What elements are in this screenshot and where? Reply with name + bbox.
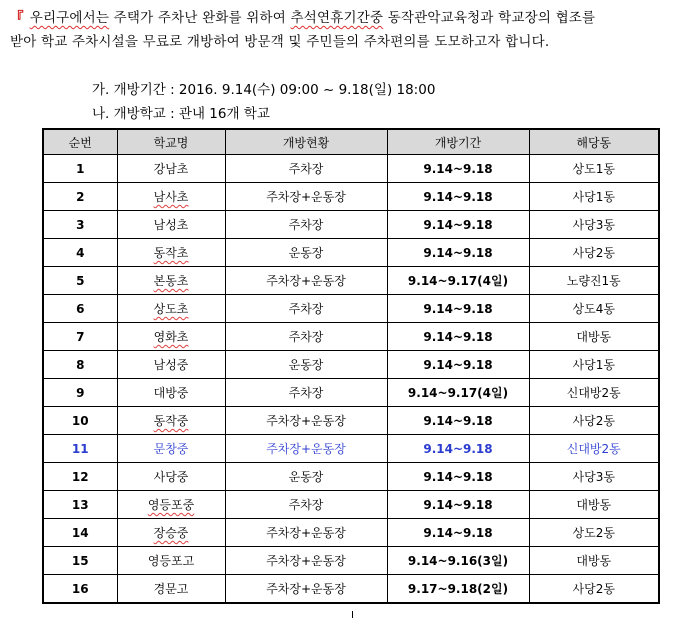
cell-school: [117, 463, 225, 491]
intro-paragraph: [10, 6, 686, 54]
cell-num: [43, 407, 117, 435]
cell-period-text: 9.14~9.18: [423, 469, 493, 484]
cell-num: [43, 547, 117, 575]
cell-dong: [529, 407, 659, 435]
cell-school: [117, 323, 225, 351]
table-row: [43, 211, 659, 239]
cell-dong: [529, 239, 659, 267]
cell-num: [43, 183, 117, 211]
cell-school-text: 경문고: [153, 582, 189, 596]
cell-school-text: 영등포중: [147, 498, 195, 512]
cell-period: [387, 519, 529, 547]
cell-period-text: 9.14~9.17(4일): [407, 274, 509, 288]
cell-dong: [529, 211, 659, 239]
cell-num: [43, 463, 117, 491]
table-header-row: [43, 129, 659, 155]
cell-school: [117, 379, 225, 407]
cell-school: [117, 239, 225, 267]
cell-status: [225, 239, 387, 267]
cell-status: [225, 267, 387, 295]
cell-period: [387, 547, 529, 575]
header-school: 학교명: [117, 129, 225, 155]
cell-num-text: 3: [76, 217, 85, 232]
cell-period-text: 9.14~9.18: [423, 245, 493, 260]
cell-status-text: 주차장+운동장: [266, 190, 346, 204]
cell-period-text: 9.14~9.18: [423, 217, 493, 232]
cell-num-text: 12: [71, 469, 89, 484]
cell-period-text: 9.14~9.18: [423, 497, 493, 512]
cell-status: [225, 323, 387, 351]
cell-dong-text: 사당3동: [572, 218, 615, 232]
cell-dong: [529, 547, 659, 575]
cell-status: [225, 155, 387, 183]
cell-num: [43, 211, 117, 239]
table-row: [43, 379, 659, 407]
cell-period: [387, 575, 529, 604]
cell-period: [387, 379, 529, 407]
cell-period: [387, 211, 529, 239]
cell-dong: [529, 575, 659, 604]
cell-num: [43, 379, 117, 407]
cell-dong-text: 노량진1동: [566, 274, 621, 288]
cell-status-text: 주차장: [288, 386, 324, 400]
cell-period-text: 9.14~9.16(3일): [407, 554, 509, 568]
cell-status-text: 주차장+운동장: [266, 582, 346, 596]
cell-status: [225, 463, 387, 491]
cell-num: [43, 267, 117, 295]
cell-num: [43, 491, 117, 519]
table-row: [43, 183, 659, 211]
cell-dong: [529, 519, 659, 547]
cell-period: [387, 323, 529, 351]
cell-dong: [529, 379, 659, 407]
cell-dong: [529, 491, 659, 519]
table-row: [43, 155, 659, 183]
cell-school-text: 본동초: [153, 274, 189, 288]
table-row: [43, 491, 659, 519]
table-row: [43, 547, 659, 575]
cell-school-text: 강남초: [153, 162, 189, 176]
cell-school-text: 영화초: [153, 330, 189, 344]
cell-dong: [529, 435, 659, 463]
cell-status: [225, 547, 387, 575]
cell-status-text: 주차장: [288, 162, 324, 176]
header-period: 개방기간: [387, 129, 529, 155]
cell-period-text: 9.14~9.18: [423, 301, 493, 316]
cell-period: [387, 435, 529, 463]
cell-school: [117, 547, 225, 575]
cell-dong-text: 사당1동: [572, 190, 615, 204]
header-dong: 해당동: [529, 129, 659, 155]
cell-period: [387, 267, 529, 295]
table-row: [43, 351, 659, 379]
cell-num: [43, 295, 117, 323]
intro-line2: 받아 학교 주차시설을 무료로 개방하여 방문객 및 주민들의 주차편의를 도모하고자 합니다.: [10, 34, 550, 50]
cell-school-text: 남성중: [153, 358, 189, 372]
cell-status-text: 운동장: [288, 358, 324, 372]
cell-num-text: 13: [71, 497, 89, 512]
table-row: [43, 323, 659, 351]
cell-status: [225, 211, 387, 239]
cell-num-text: 4: [76, 245, 85, 260]
cell-num: [43, 519, 117, 547]
cell-num: [43, 239, 117, 267]
cell-period-text: 9.14~9.18: [423, 525, 493, 540]
cell-status-text: 주차장+운동장: [266, 526, 346, 540]
cell-status: [225, 435, 387, 463]
cell-school-text: 남성초: [153, 218, 189, 232]
cell-dong-text: 사당1동: [572, 358, 615, 372]
cell-school-text: 사당중: [153, 470, 189, 484]
cell-school-text: 동작중: [153, 414, 189, 428]
open-schools-line: 나. 개방학교 : 관내 16개 학교: [92, 106, 270, 122]
cell-num: [43, 351, 117, 379]
cell-num-text: 9: [76, 385, 85, 400]
cell-period-text: 9.14~9.18: [423, 189, 493, 204]
cell-dong-text: 상도2동: [572, 526, 615, 540]
cell-school: [117, 519, 225, 547]
cell-status: [225, 379, 387, 407]
table-row: [43, 575, 659, 604]
cell-status: [225, 183, 387, 211]
cell-status-text: 운동장: [288, 246, 324, 260]
schools-table: [42, 128, 660, 604]
cell-status: [225, 295, 387, 323]
header-num: 순번: [43, 129, 117, 155]
cell-period: [387, 407, 529, 435]
cell-school: [117, 575, 225, 604]
cell-school: [117, 295, 225, 323]
cell-status-text: 주차장: [288, 302, 324, 316]
cell-period-text: 9.14~9.18: [423, 441, 493, 456]
cell-school-text: 대방중: [153, 386, 189, 400]
cell-period: [387, 351, 529, 379]
cell-num-text: 6: [76, 301, 85, 316]
table-row: [43, 435, 659, 463]
cell-dong: [529, 155, 659, 183]
cell-status-text: 주차장+운동장: [266, 554, 346, 568]
cell-dong-text: 사당2동: [572, 246, 615, 260]
cell-school: [117, 351, 225, 379]
cell-status-text: 운동장: [288, 470, 324, 484]
cell-status-text: 주차장: [288, 498, 324, 512]
cell-num-text: 14: [71, 525, 89, 540]
cell-dong-text: 사당3동: [572, 470, 615, 484]
cell-status-text: 주차장+운동장: [266, 414, 346, 428]
cell-dong: [529, 463, 659, 491]
cell-dong-text: 사당2동: [572, 582, 615, 596]
cell-num-text: 15: [71, 553, 89, 568]
cell-status: [225, 407, 387, 435]
cell-dong: [529, 351, 659, 379]
cell-school: [117, 435, 225, 463]
cell-status-text: 주차장: [288, 330, 324, 344]
cell-dong: [529, 183, 659, 211]
cell-dong-text: 상도1동: [572, 162, 615, 176]
open-period-line: 가. 개방기간 : 2016. 9.14(수) 09:00 ~ 9.18(일) 18:00: [92, 82, 436, 98]
cell-period-text: 9.17~9.18(2일): [407, 582, 509, 596]
cell-num: [43, 323, 117, 351]
cell-status-text: 주차장: [288, 218, 324, 232]
table-row: [43, 463, 659, 491]
cell-period-text: 9.14~9.18: [423, 357, 493, 372]
cell-period: [387, 239, 529, 267]
table-row: [43, 239, 659, 267]
table-row: [43, 407, 659, 435]
cell-dong-text: 상도4동: [572, 302, 615, 316]
cell-period-text: 9.14~9.18: [423, 161, 493, 176]
cell-dong-text: 신대방2동: [566, 442, 621, 456]
cell-period: [387, 183, 529, 211]
header-status: 개방현황: [225, 129, 387, 155]
cell-dong-text: 신대방2동: [566, 386, 621, 400]
cell-school: [117, 183, 225, 211]
cell-period: [387, 463, 529, 491]
intro-text-rest: 주택가 주차난 완화를 위하여: [109, 10, 291, 26]
cell-num-text: 8: [76, 357, 85, 372]
cell-status-text: 주차장+운동장: [266, 274, 346, 288]
cell-status: [225, 575, 387, 604]
table-row: [43, 519, 659, 547]
cell-dong: [529, 267, 659, 295]
cell-school: [117, 211, 225, 239]
cell-school-text: 상도초: [153, 302, 189, 316]
intro-text-part1: [30, 10, 291, 26]
cell-school: [117, 155, 225, 183]
text-cursor: [352, 611, 353, 618]
spellcheck-word: 우리구에서는: [29, 10, 110, 26]
cell-dong-text: 대방동: [576, 330, 612, 344]
cell-school: [117, 407, 225, 435]
cell-num-text: 1: [76, 161, 85, 176]
quote-mark: 『: [10, 10, 24, 26]
cell-school-text: 문창중: [153, 442, 189, 456]
cell-school-text: 동작초: [153, 246, 189, 260]
cell-period: [387, 155, 529, 183]
cell-num-text: 5: [76, 273, 85, 288]
cell-school-text: 남사초: [153, 190, 189, 204]
cell-status: [225, 519, 387, 547]
intro-underlined-term: 추석연휴기간중: [290, 10, 384, 26]
cell-dong-text: 대방동: [576, 498, 612, 512]
cell-num-text: 7: [76, 329, 85, 344]
cell-school-text: 영등포고: [147, 554, 195, 568]
cell-num-text: 10: [71, 413, 89, 428]
cell-period: [387, 491, 529, 519]
cell-period: [387, 295, 529, 323]
intro-text-part2: 동작관악교육청과 학교장의 협조를: [383, 10, 596, 26]
cell-period-text: 9.14~9.18: [423, 413, 493, 428]
cell-dong-text: 사당2동: [572, 414, 615, 428]
cell-school-text: 장승중: [153, 526, 189, 540]
cell-num: [43, 575, 117, 604]
cell-num-text: 11: [71, 441, 89, 456]
cell-num: [43, 435, 117, 463]
cell-period-text: 9.14~9.18: [423, 329, 493, 344]
cell-num-text: 16: [71, 581, 89, 596]
table-row: [43, 295, 659, 323]
cell-dong-text: 대방동: [576, 554, 612, 568]
cell-dong: [529, 295, 659, 323]
cell-status-text: 주차장+운동장: [266, 442, 346, 456]
cell-status: [225, 351, 387, 379]
table-row: [43, 267, 659, 295]
cell-status: [225, 491, 387, 519]
cell-school: [117, 491, 225, 519]
cell-num: [43, 155, 117, 183]
cell-school: [117, 267, 225, 295]
cell-period-text: 9.14~9.17(4일): [407, 386, 509, 400]
cell-num-text: 2: [76, 189, 85, 204]
cell-dong: [529, 323, 659, 351]
